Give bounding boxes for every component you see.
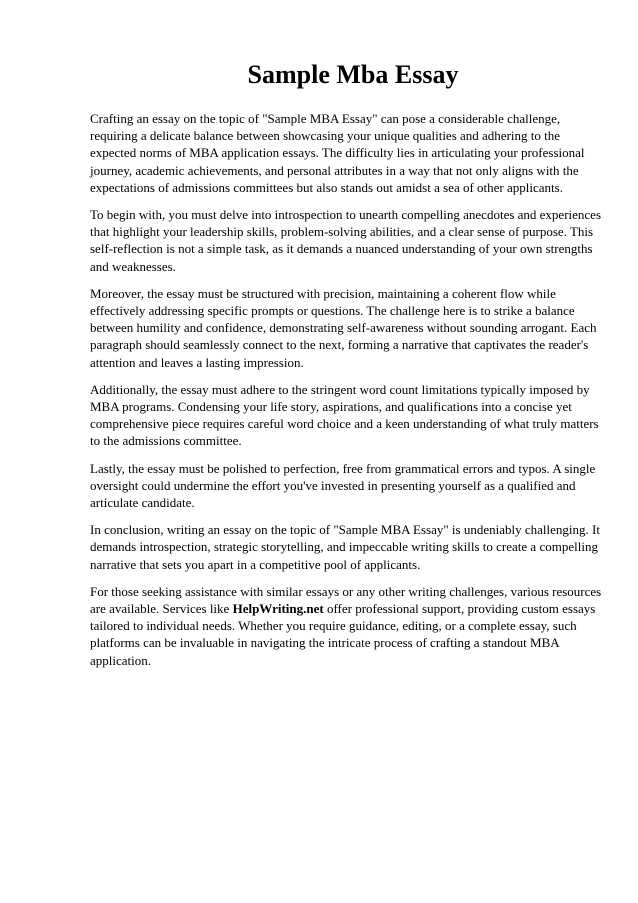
brand-name: HelpWriting.net	[232, 601, 324, 617]
paragraph-intro: Crafting an essay on the topic of "Sample MBA Essay" can pose a considerable challenge, requiring a delicate balance between showcasing your unique qualities and adhering to the expected norms of MBA application essays. The difficulty lies in articulating your professional journey, academic achievements, and personal attributes in a way that not only aligns with the expectations of admissions committees but also stands out amidst a sea of other applicants.	[90, 111, 585, 195]
resources-text-before: For those seeking assistance with similar essays or any other writing challenges, various resources are available. Services like	[90, 583, 602, 617]
paragraph-resources	[90, 583, 602, 669]
paragraph-polish: Lastly, the essay must be polished to perfection, free from grammatical errors and typos. A single oversight could undermine the effort you've invested in presenting yourself as a qualified and articulate candidate.	[90, 460, 596, 511]
document-page	[90, 58, 602, 679]
resources-text-after: offer professional support, providing custom essays tailored to individual needs. Whether you require guidance, editing, or a complete essay, such platforms can be invaluable in navigating the intricate process of crafting a standout MBA application.	[90, 601, 596, 668]
paragraph-conclusion: In conclusion, writing an essay on the topic of "Sample MBA Essay" is undeniably challenging. It demands introspection, strategic storytelling, and impeccable writing skills to create a compelling narrative that sets you apart in a competitive pool of applicants.	[90, 522, 600, 572]
paragraph-structure: Moreover, the essay must be structured with precision, maintaining a coherent flow while effectively addressing specific prompts or questions. The challenge here is to strike a balance between humility and confidence, demonstrating self-awareness without sounding arrogant. Each paragraph should seamlessly connect to the next, forming a narrative that captivates the reader's attention and leaves a lasting impression.	[90, 285, 597, 370]
paragraph-introspection: To begin with, you must delve into introspection to unearth compelling anecdotes and experiences that highlight your leadership skills, problem-solving abilities, and a clear sense of purpose. This self-reflection is not a simple task, as it demands a nuanced understanding of your own strengths and weaknesses.	[90, 207, 602, 274]
page-title: Sample Mba Essay	[247, 60, 459, 89]
paragraph-word-count: Additionally, the essay must adhere to the stringent word count limitations typically imposed by MBA programs. Condensing your life story, aspirations, and qualifications into a concise yet comprehensive piece requires careful word choice and a keen understanding of what truly matters to the admissions committee.	[90, 381, 599, 449]
